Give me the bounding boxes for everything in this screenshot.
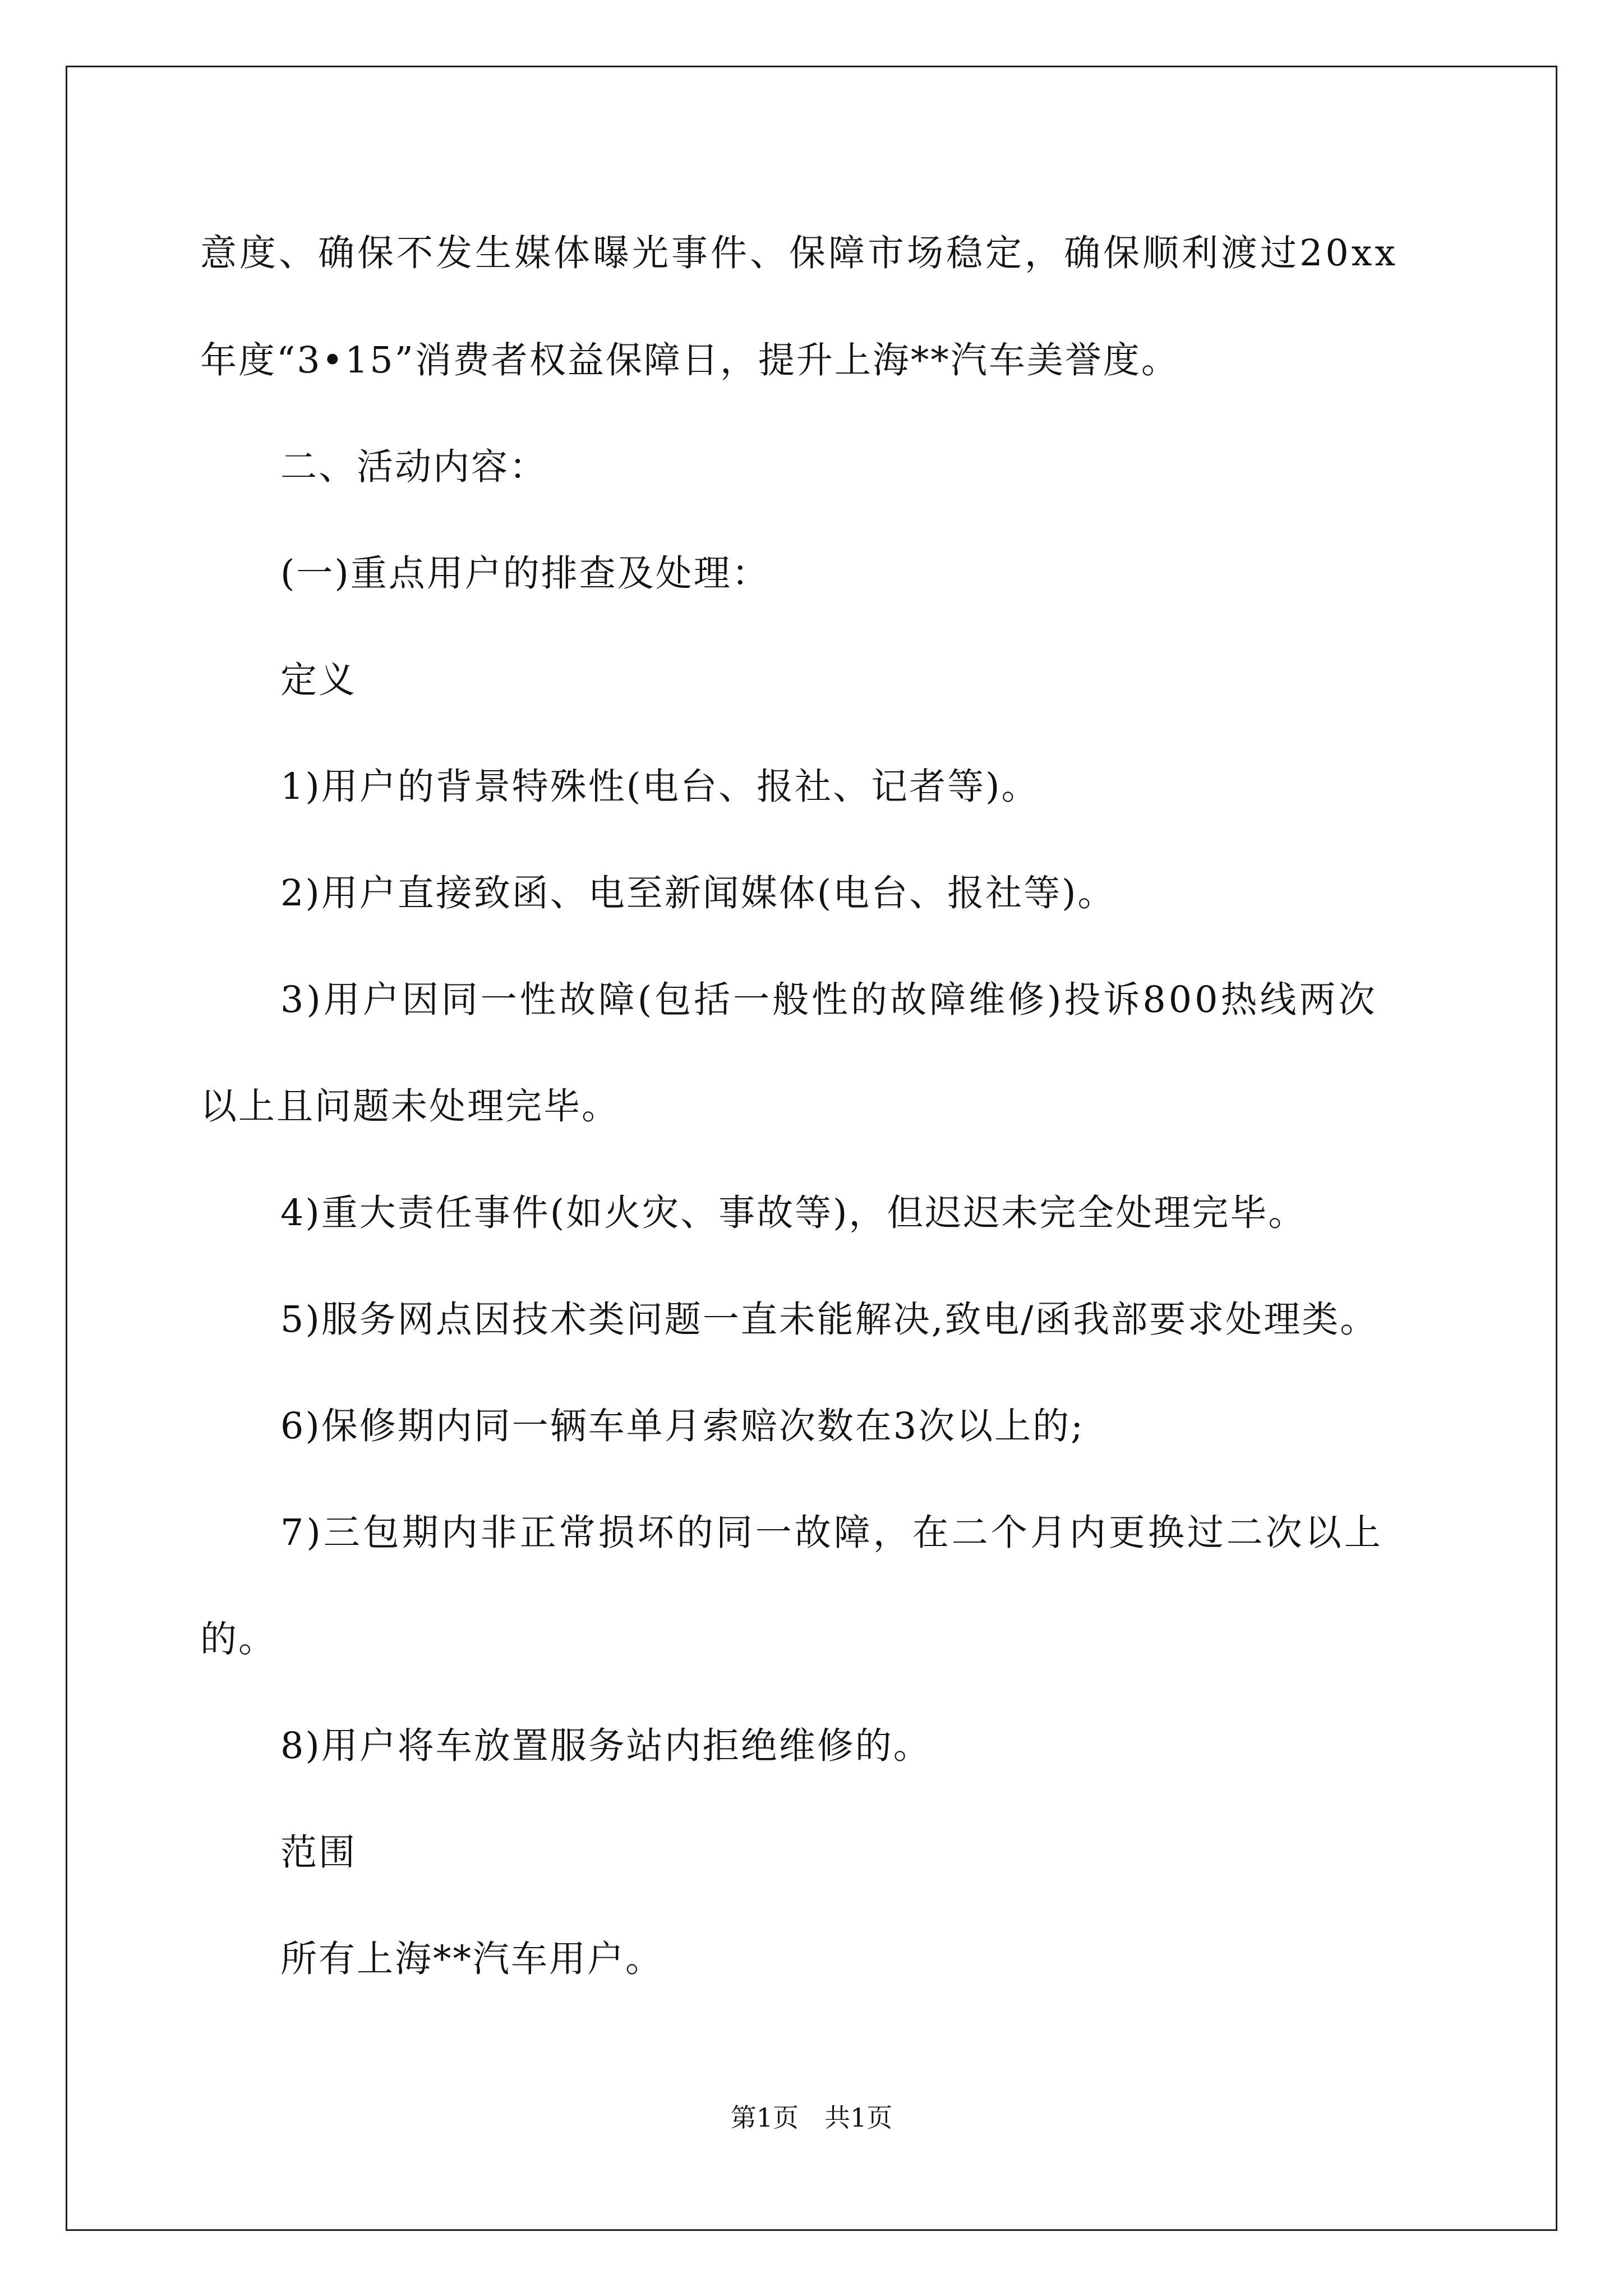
list-item-continuation: 以上且问题未处理完毕。: [200, 1085, 620, 1128]
list-item: 5)服务网点因技术类问题一直未能解决,致电/函我部要求处理类。: [280, 1299, 1378, 1341]
body-line: 意度、确保不发生媒体曝光事件、保障市场稳定，确保顺利渡过20xx: [200, 232, 1399, 274]
body-line: 年度“3•15”消费者权益保障日，提升上海**汽车美誉度。: [200, 339, 1179, 381]
list-item-continuation: 的。: [200, 1618, 277, 1660]
list-item: 3)用户因同一性故障(包括一般性的故障维修)投诉800热线两次: [280, 979, 1378, 1021]
section-heading: 二、活动内容：: [280, 446, 548, 488]
list-item: 4)重大责任事件(如火灾、事故等)，但迟迟未完全处理完毕。: [280, 1192, 1307, 1234]
scope-text: 所有上海**汽车用户。: [280, 1938, 664, 1980]
list-item: 6)保修期内同一辆车单月索赔次数在3次以上的;: [280, 1405, 1085, 1447]
list-item: 8)用户将车放置服务站内拒绝维修的。: [280, 1725, 932, 1767]
list-item: 7)三包期内非正常损坏的同一故障，在二个月内更换过二次以上: [280, 1512, 1384, 1554]
page-border: [66, 66, 1557, 2231]
list-item: 2)用户直接致函、电至新闻媒体(电台、报社等)。: [280, 872, 1116, 914]
definition-heading: 定义: [280, 659, 357, 701]
list-item: 1)用户的背景特殊性(电台、报社、记者等)。: [280, 766, 1040, 808]
subsection-heading: (一)重点用户的排查及处理：: [280, 553, 770, 595]
page-number-footer: 第1页 共1页: [730, 2102, 893, 2133]
scope-heading: 范围: [280, 1832, 357, 1874]
